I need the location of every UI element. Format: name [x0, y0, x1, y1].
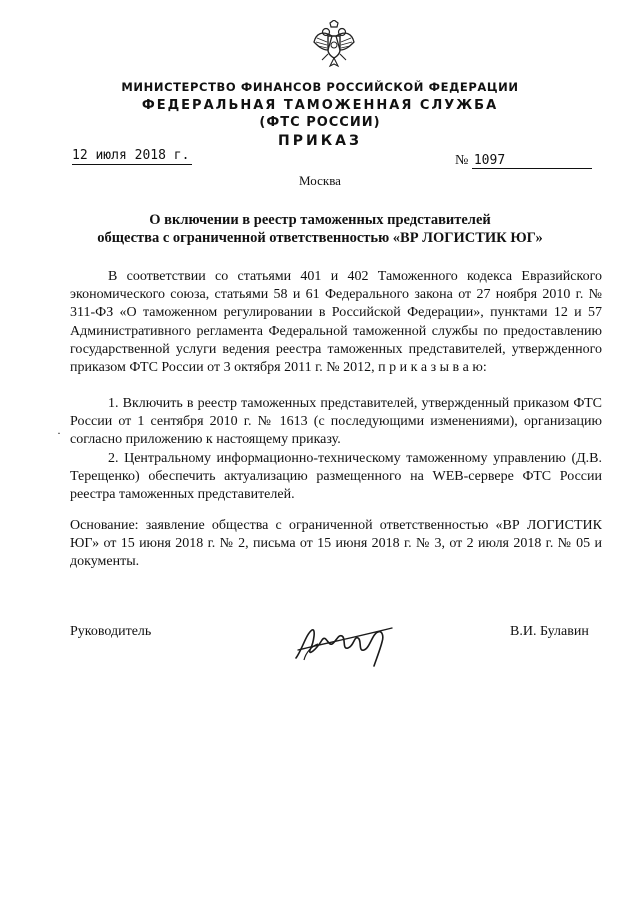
document-number [455, 153, 603, 169]
paragraph-order-item-2: 2. Центральному информационно-техническому таможенному управлению (Д.В. Терещенко) обеспечить актуализацию размещенного на WEB-сервере ФТС России реестра таможенных представителей. [70, 451, 602, 503]
title-line-1: О включении в реестр таможенных представителей [149, 212, 491, 228]
handwritten-signature-icon [292, 620, 400, 668]
signer-name: В.И. Булавин [510, 624, 589, 639]
service-abbreviation: (ФТС РОССИИ) [259, 115, 381, 130]
margin-mark: · [57, 426, 61, 440]
ministry-name: МИНИСТЕРСТВО ФИНАНСОВ РОССИЙСКОЙ ФЕДЕРАЦИИ [121, 80, 519, 94]
number-value: 1097 [472, 153, 592, 169]
russian-coat-of-arms-icon [312, 20, 356, 70]
title-line-2: общества с ограниченной ответственностью «ВР ЛОГИСТИК ЮГ» [97, 230, 543, 246]
document-title [0, 211, 640, 247]
signer-role: Руководитель [70, 624, 152, 639]
paragraph-preamble: В соответствии со статьями 401 и 402 Таможенного кодекса Евразийского экономического союза, статьями 58 и 61 Федерального закона от 27 ноября 2010 г. № 311-ФЗ «О таможенном регулировании в Российской Федерации», пунктами 12 и 57 Административного регламента Федеральной таможенной службы по предоставлению государственной услуги ведения реестра таможенных представителей, утвержденного приказом ФТС России от 3 октября 2011 г. № 2012, п р и к а з ы в а ю: [70, 269, 602, 376]
number-sign: № [455, 153, 469, 168]
document-date: 12 июля 2018 г. [72, 148, 192, 165]
paragraph-order-item-1: 1. Включить в реестр таможенных представителей, утвержденный приказом ФТС России от 1 сентября 2010 г. № 1613 (с последующими изменениями), организацию согласно приложению к настоящему приказу. [70, 396, 602, 448]
service-name: ФЕДЕРАЛЬНАЯ ТАМОЖЕННАЯ СЛУЖБА [141, 98, 499, 113]
document-city: Москва [299, 173, 341, 188]
paragraph-basis: Основание: заявление общества с ограниченной ответственностью «ВР ЛОГИСТИК ЮГ» от 15 июня 2018 г. № 2, письма от 15 июня 2018 г. № 3, от 2 июля 2018 г. № 05 и документы. [70, 518, 602, 570]
document-type: ПРИКАЗ [278, 133, 362, 149]
